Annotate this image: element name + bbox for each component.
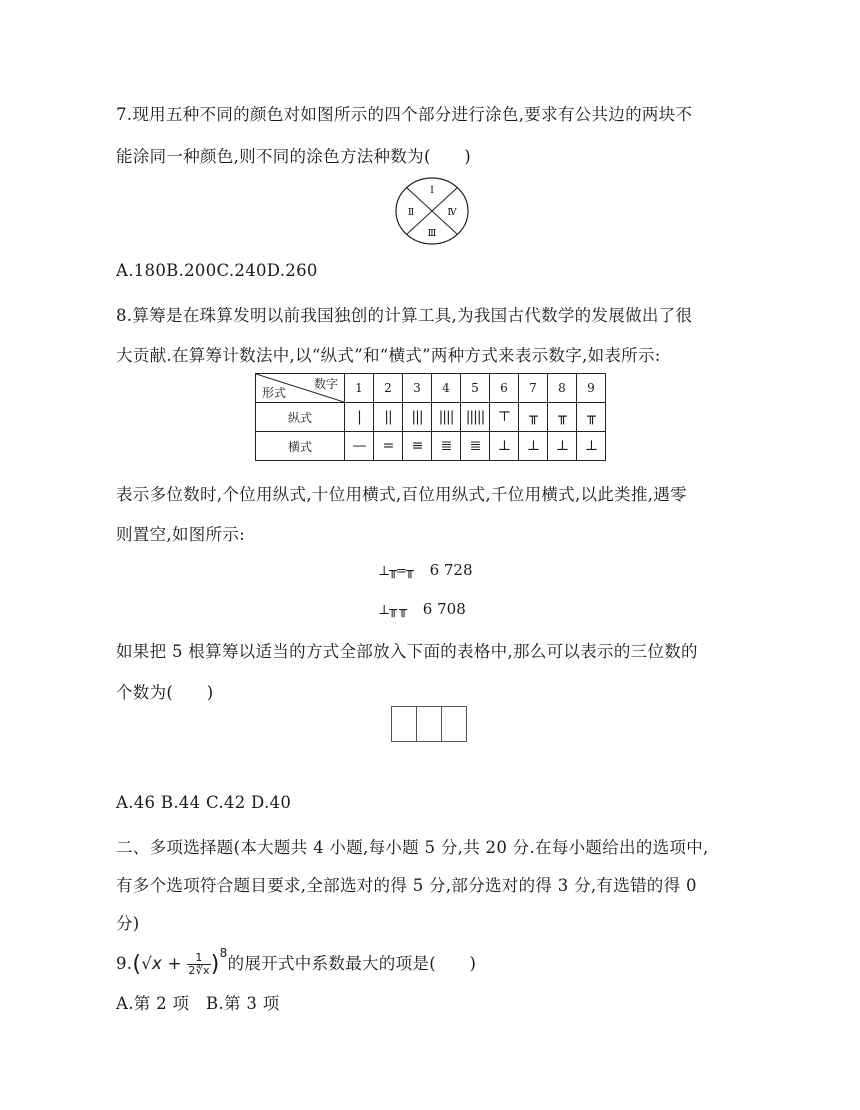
q9-suffix: 的展开式中系数最大的项是( )	[227, 954, 477, 973]
q8-line4: 则置空,如图所示:	[116, 525, 246, 544]
vertical-rod-cell: ╥	[519, 403, 548, 432]
vertical-rod-cell: |||	[403, 403, 432, 432]
grid-cell	[442, 707, 467, 742]
rod-example-2	[378, 600, 466, 618]
rod-example-1-rods: ⊥╥=╥	[378, 564, 413, 579]
table-header-cell	[256, 374, 345, 403]
q8-options: A.46 B.44 C.42 D.40	[116, 793, 292, 812]
vertical-rod-cell: ╥	[548, 403, 577, 432]
q9-prefix: 9.	[116, 954, 133, 973]
horizontal-rod-cell: ⊥	[490, 432, 519, 461]
row-label-horizontal: 横式	[256, 432, 345, 461]
region-2-label: Ⅱ	[407, 208, 415, 218]
three-digit-grid	[391, 706, 467, 742]
header-number-label: 数字	[313, 377, 338, 391]
table-number-cell: 2	[374, 374, 403, 403]
q7-line2: 能涂同一种颜色,则不同的涂色方法种数为( )	[116, 147, 472, 166]
grid-cell	[392, 707, 417, 742]
horizontal-rod-cell: ⊥	[577, 432, 606, 461]
vertical-rod-cell: ||||	[432, 403, 461, 432]
q8-line1: 8.算筹是在珠算发明以前我国独创的计算工具,为我国古代数学的发展做出了很	[116, 306, 693, 325]
table-number-cell: 1	[345, 374, 374, 403]
horizontal-rod-cell: ≣	[461, 432, 490, 461]
horizontal-rod-cell: ≣	[432, 432, 461, 461]
vertical-rod-cell: |	[345, 403, 374, 432]
region-3-label: Ⅲ	[427, 229, 437, 239]
q8-line6: 个数为( )	[116, 683, 214, 702]
q7-options: A.180B.200C.240D.260	[116, 261, 318, 280]
q9-fraction-denominator: 2∜x	[188, 964, 210, 977]
table-number-cell: 7	[519, 374, 548, 403]
q8-line2: 大贡献.在算筹计数法中,以“纵式”和“横式”两种方式来表示数字,如表所示:	[116, 346, 661, 365]
rod-example-2-number: 6 708	[422, 600, 466, 618]
counting-rod-table	[255, 373, 606, 461]
q9-power: 8	[219, 946, 228, 960]
horizontal-rod-cell: =	[374, 432, 403, 461]
q9-options: A.第 2 项 B.第 3 项	[116, 994, 280, 1013]
grid-cell	[417, 707, 442, 742]
rod-example-1-number: 6 728	[429, 561, 473, 579]
rod-example-1	[378, 561, 473, 579]
q9-line	[116, 946, 476, 977]
horizontal-rod-cell: ≡	[403, 432, 432, 461]
region-1-label: Ⅰ	[430, 186, 434, 196]
row-label-vertical: 纵式	[256, 403, 345, 432]
table-number-cell: 3	[403, 374, 432, 403]
horizontal-rod-cell: —	[345, 432, 374, 461]
header-form-label: 形式	[262, 386, 287, 400]
vertical-rod-cell: ||	[374, 403, 403, 432]
horizontal-rod-cell: ⊥	[548, 432, 577, 461]
region-4-label: Ⅳ	[447, 208, 457, 218]
q7-circle-diagram	[394, 176, 470, 246]
section2-line1: 二、多项选择题(本大题共 4 小题,每小题 5 分,共 20 分.在每小题给出的选项中,	[116, 838, 709, 857]
vertical-rod-cell: ╥	[577, 403, 606, 432]
section2-line3: 分)	[116, 914, 140, 933]
q9-sqrt-term: √x +	[141, 954, 182, 973]
table-number-cell: 6	[490, 374, 519, 403]
vertical-rod-cell: |||||	[461, 403, 490, 432]
section2-line2: 有多个选项符合题目要求,全部选对的得 5 分,部分选对的得 3 分,有选错的得 0	[116, 876, 697, 895]
rod-example-2-rods: ⊥╥ ╥	[378, 603, 407, 618]
q7-line1: 7.现用五种不同的颜色对如图所示的四个部分进行涂色,要求有公共边的两块不	[116, 105, 693, 124]
table-number-cell: 5	[461, 374, 490, 403]
q8-line5: 如果把 5 根算筹以适当的方式全部放入下面的表格中,那么可以表示的三位数的	[116, 642, 698, 661]
horizontal-rod-cell: ⊥	[519, 432, 548, 461]
table-number-cell: 8	[548, 374, 577, 403]
q9-expression: (√x + $\frac{1}{2∜x}$ )$^8$	[132, 946, 228, 977]
q8-line3: 表示多位数时,个位用纵式,十位用横式,百位用纵式,千位用横式,以此类推,遇零	[116, 485, 687, 504]
table-number-cell: 4	[432, 374, 461, 403]
vertical-rod-cell: ⊤	[490, 403, 519, 432]
q9-fraction-numerator: 1	[187, 952, 210, 965]
table-number-cell: 9	[577, 374, 606, 403]
